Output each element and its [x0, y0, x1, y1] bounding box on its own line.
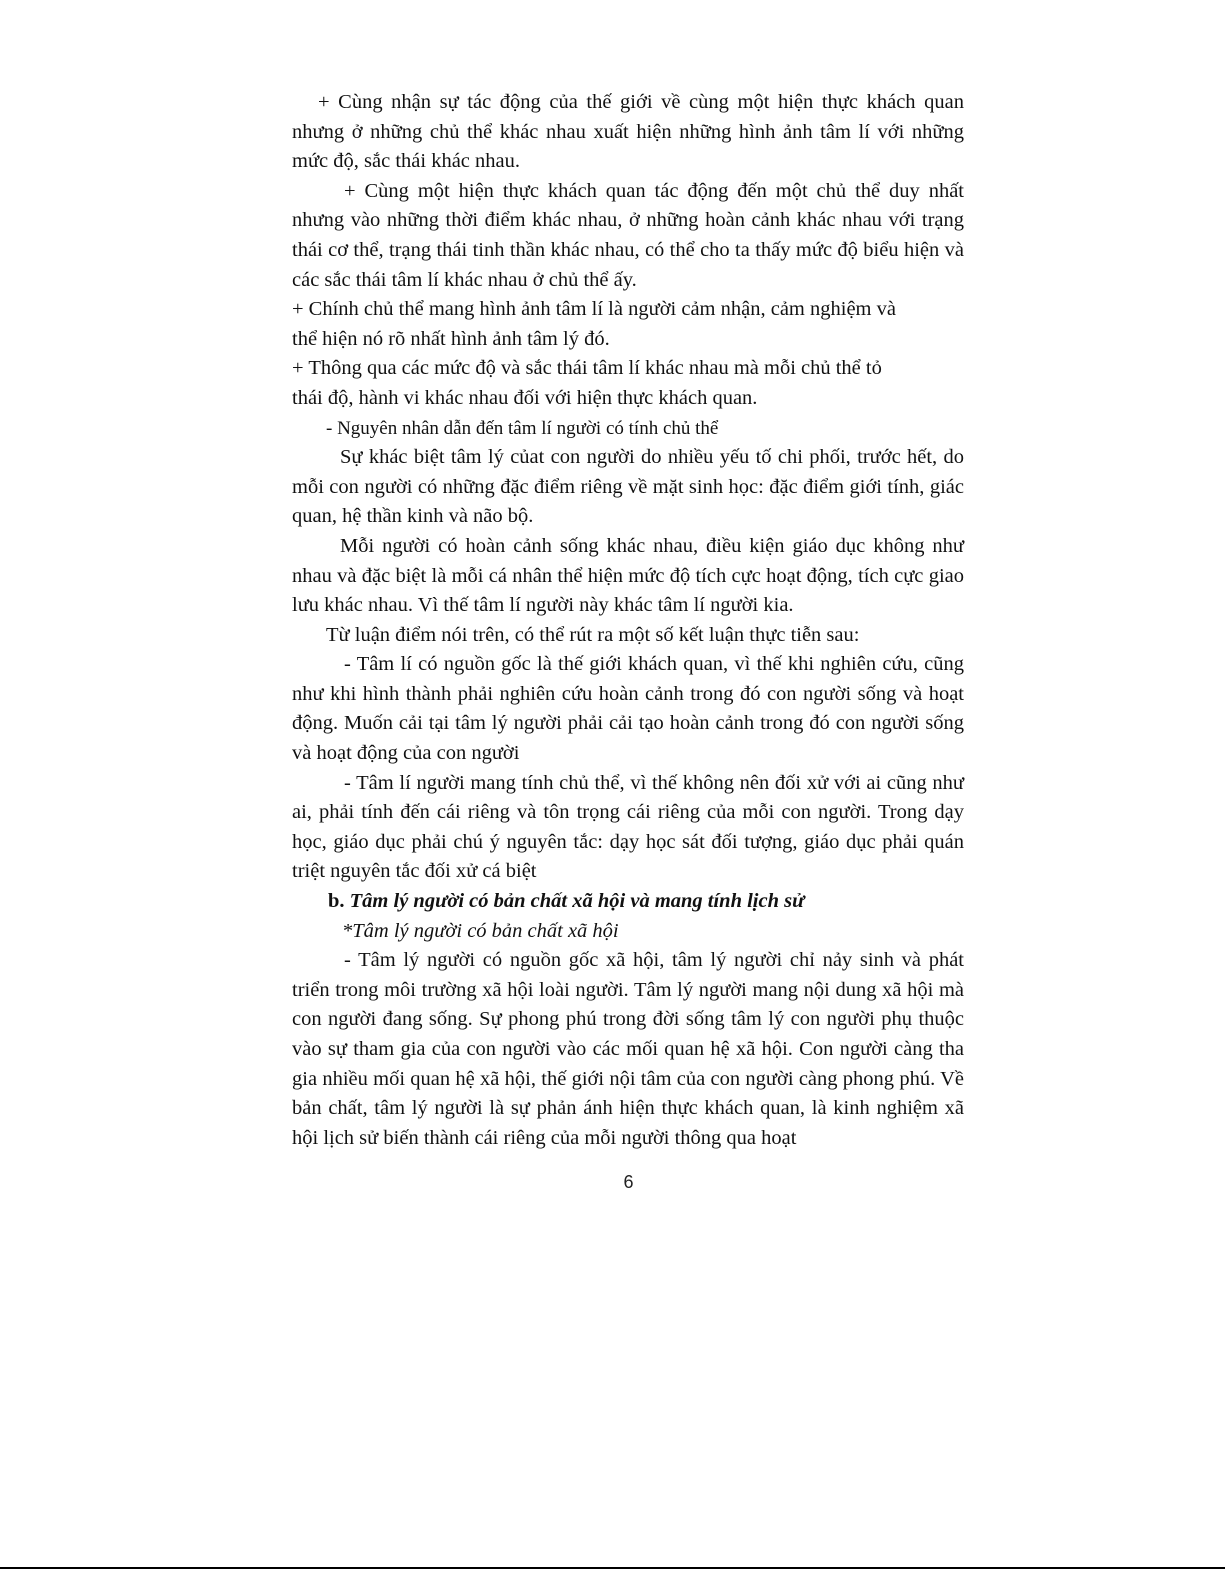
- document-body: [292, 88, 964, 1153]
- paragraph-conclusion-subjectivity: - Tâm lí người mang tính chủ thể, vì thế không nên đối xử với ai cũng như ai, phải tính đến cái riêng và tôn trọng cái riêng của mỗi con người. Trong dạy học, giáo dục phải chú ý nguyên tắc: dạy học sát đối tượng, giáo dục phải quán triệt nguyên tắc đối xử cá biệt: [292, 771, 964, 883]
- paragraph-biological-differences: Sự khác biệt tâm lý củat con người do nhiều yếu tố chi phối, trước hết, do mỗi con người có những đặc điểm riêng về mặt sinh học: đặc điểm giới tính, giác quan, hệ thần kinh và não bộ.: [292, 446, 964, 528]
- section-title: Tâm lý người có bản chất xã hội và mang tính lịch sử: [349, 890, 805, 913]
- subsection-heading: *Tâm lý người có bản chất xã hội: [342, 919, 619, 942]
- paragraph-attitude-behavior: + Thông qua các mức độ và sắc thái tâm lí khác nhau mà mỗi chủ thể tỏ thái độ, hành vi khác nhau đối với hiện thực khách quan.: [292, 357, 882, 409]
- paragraph-social-origin: - Tâm lý người có nguồn gốc xã hội, tâm lý người chỉ nảy sinh và phát triển trong môi trường xã hội loài người. Tâm lý người mang nội dung xã hội mà con người đang sống. Sự phong phú trong đời sống tâm lý con người phụ thuộc vào sự tham gia của con người vào các mối quan hệ xã hội. Con người càng tha gia nhiều mối quan hệ xã hội, thế giới nội tâm của con người càng phong phú. Về bản chất, tâm lý người là sự phản ánh hiện thực khách quan, là kinh nghiệm xã hội lịch sử biến thành cái riêng của mỗi người thông qua hoạt: [292, 949, 964, 1149]
- paragraph-conclusion-objective-world: - Tâm lí có nguồn gốc là thế giới khách quan, vì thế khi nghiên cứu, cũng như khi hình thành phải nghiên cứu hoàn cảnh trong đó con người sống và hoạt động. Muốn cải tại tâm lý người phải cải tạo hoàn cảnh trong đó con người sống và hoạt động của con người: [292, 653, 964, 765]
- paragraph-same-reality-different-subjects: + Cùng nhận sự tác động của thế giới về cùng một hiện thực khách quan nhưng ở những chủ thể khác nhau xuất hiện những hình ảnh tâm lí với những mức độ, sắc thái khác nhau.: [292, 91, 964, 173]
- section-heading-b: [292, 887, 964, 917]
- paragraph-same-subject-different-times: + Cùng một hiện thực khách quan tác động đến một chủ thể duy nhất nhưng vào những thời điểm khác nhau, ở những hoàn cảnh khác nhau với trạng thái cơ thể, trạng thái tinh thần khác nhau, có thể cho ta thấy mức độ biểu hiện và các sắc thái tâm lí khác nhau ở chủ thể ấy.: [292, 179, 964, 291]
- bottom-border-line: [0, 1567, 1225, 1569]
- page-number: 6: [623, 1172, 634, 1192]
- section-marker: b.: [328, 890, 345, 913]
- paragraph-conclusions-intro: Từ luận điểm nói trên, có thể rút ra một số kết luận thực tiễn sau:: [326, 623, 860, 646]
- paragraph-subject-perceives: + Chính chủ thể mang hình ảnh tâm lí là người cảm nhận, cảm nghiệm và thể hiện nó rõ nhất hình ảnh tâm lý đó.: [292, 298, 896, 350]
- paragraph-cause-heading: - Nguyên nhân dẫn đến tâm lí người có tính chủ thể: [326, 417, 719, 439]
- paragraph-living-conditions: Mỗi người có hoàn cảnh sống khác nhau, điều kiện giáo dục không như nhau và đặc biệt là mỗi cá nhân thể hiện mức độ tích cực hoạt động, tích cực giao lưu khác nhau. Vì thế tâm lí người này khác tâm lí người kia.: [292, 534, 964, 617]
